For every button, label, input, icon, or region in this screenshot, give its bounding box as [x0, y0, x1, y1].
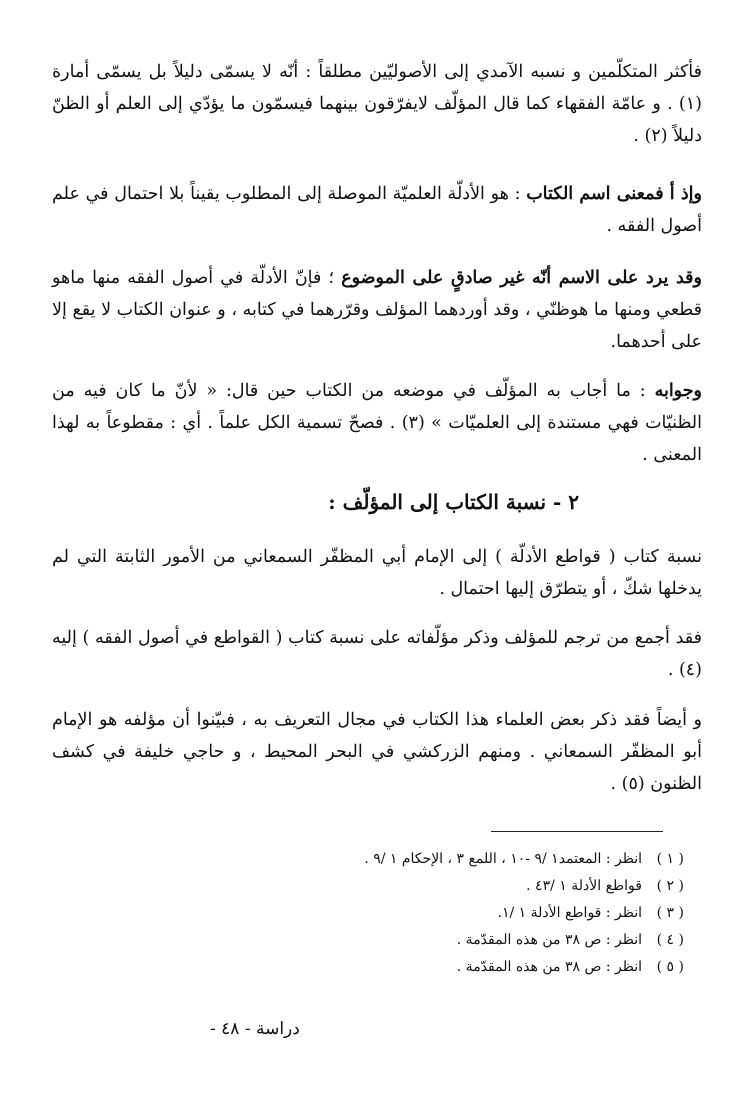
paragraph-scholars — [52, 704, 702, 800]
footnote-text: انظر : ص ٣٨ من هذه المقدّمة . — [456, 959, 642, 975]
footnote-text: انظر : ص ٣٨ من هذه المقدّمة . — [456, 932, 642, 948]
section-heading: ٢ - نسبة الكتاب إلى المؤلّف : — [328, 490, 579, 514]
paragraph-lead: وقد يرد على الاسم أنّه غير صادقٍ على الموضوع — [341, 268, 702, 288]
footnote-item — [124, 954, 684, 981]
paragraph-consensus — [52, 622, 702, 686]
paragraph-text: فقد أجمع من ترجم للمؤلف وذكر مؤلّفاته على نسبة كتاب ( القواطع في أصول الفقه ) إليه (٤) . — [52, 628, 702, 680]
footnote-number: ( ١ ) — [656, 851, 684, 867]
footnote-number: ( ٣ ) — [656, 905, 684, 921]
footnote-item — [124, 846, 684, 873]
footnote-item — [124, 873, 684, 900]
paragraph-book-name-meaning — [52, 178, 702, 242]
page-number: دراسة - ٤٨ - — [210, 1019, 300, 1039]
paragraph-text: : هو الأدلّة العلميّة الموصلة إلى المطلوب يقيناً بلا احتمال في علم أصول الفقه . — [52, 184, 702, 236]
paragraph-text: فأكثر المتكلّمين و نسبه الآمدي إلى الأصوليّين مطلقاً : أنّه لا يسمّى دليلاً بل يسمّى أمارة (١) . و عامّة الفقهاء كما قال المؤلّف لايفرّقون بينهما فيسمّون ما يؤدّي إلى العلم أو الظنّ دليلاً (٢) . — [52, 62, 702, 146]
footnote-item — [124, 927, 684, 954]
footnotes-list — [124, 846, 684, 981]
footnote-separator — [491, 831, 663, 832]
paragraph-attribution — [52, 541, 702, 605]
paragraph-objection — [52, 262, 702, 358]
footnote-item — [124, 900, 684, 927]
paragraph-answer — [52, 375, 702, 471]
paragraph-lead: وجوابه — [654, 381, 702, 401]
footnote-number: ( ٤ ) — [656, 932, 684, 948]
footnote-text: قواطع الأدلة ١ /٤٣ . — [526, 878, 642, 894]
paragraph-text: نسبة كتاب ( قواطع الأدلّة ) إلى الإمام أبي المظفّر السمعاني من الأمور الثابتة التي لم يدخلها شكّ ، أو يتطرّق إليها احتمال . — [52, 547, 702, 599]
paragraph-text: : ما أجاب به المؤلّف في موضعه من الكتاب حين قال: « لأنّ ما كان فيه من الظنيّات فهي مستندة إلى العلميّات » (٣) . فصحّ تسمية الكل علماً . أي : مقطوعاً به لهذا المعنى . — [52, 381, 702, 465]
footnote-number: ( ٥ ) — [656, 959, 684, 975]
paragraph-text: و أيضاً فقد ذكر بعض العلماء هذا الكتاب في مجال التعريف به ، فبيّنوا أن مؤلفه هو الإمام أبو المظفّر السمعاني . ومنهم الزركشي في البحر المحيط ، و حاجي خليفة في كشف الظنون (٥) . — [52, 710, 702, 794]
paragraph-definition — [52, 56, 702, 152]
footnote-text: انظر : المعتمد١ /٩ -١٠ ، اللمع ٣ ، الإحكام ١ /٩ . — [364, 851, 642, 867]
footnote-number: ( ٢ ) — [656, 878, 684, 894]
paragraph-lead: وإذ أ فمعنى اسم الكتاب — [526, 184, 702, 204]
paragraph-text: ؛ فإنّ الأدلّة في أصول الفقه منها ماهو قطعي ومنها ما هوظنّي ، وقد أوردهما المؤلف وقرّرهما في كتابه ، و عنوان الكتاب لا يقع إلا على أحدهما. — [52, 268, 702, 352]
footnote-text: انظر : قواطع الأدلة ١ /١. — [497, 905, 642, 921]
